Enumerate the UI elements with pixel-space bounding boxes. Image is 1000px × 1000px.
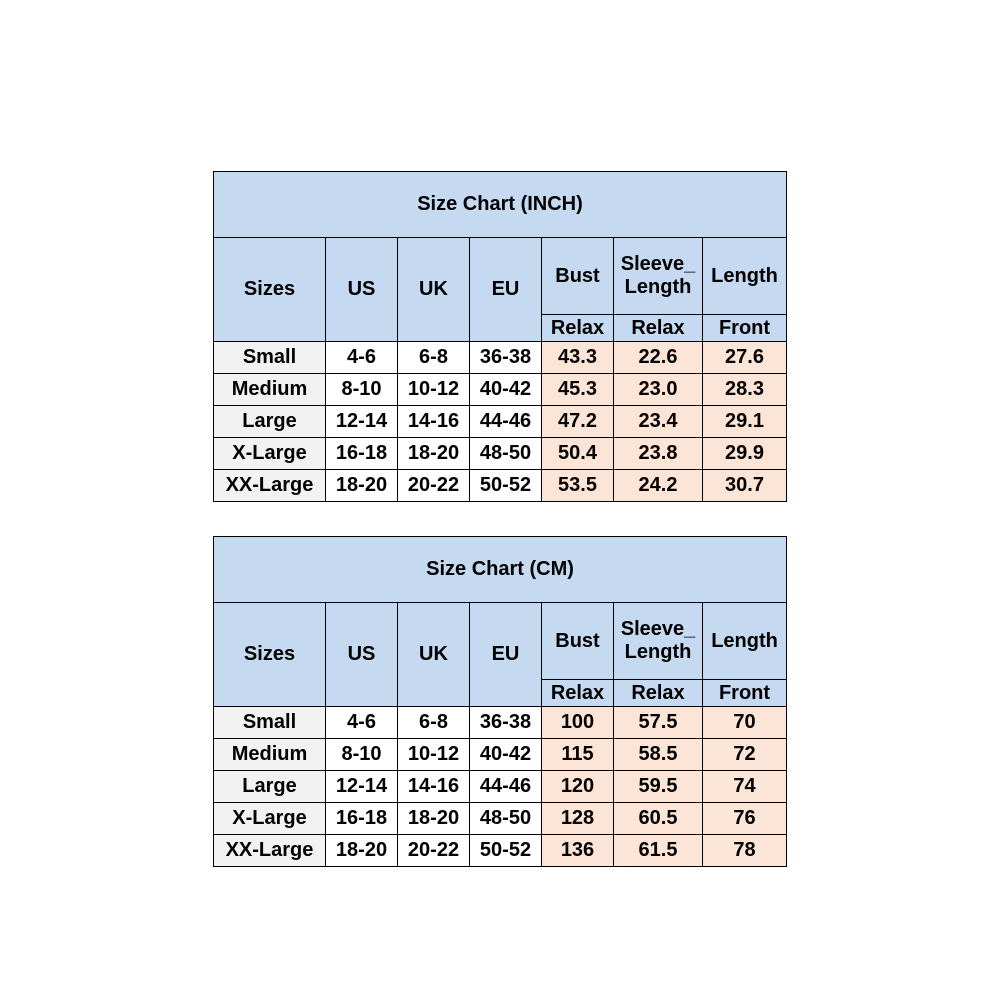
header-us: US xyxy=(326,603,398,707)
table-row xyxy=(214,438,787,470)
size-chart-inch-table xyxy=(213,171,787,502)
table-row xyxy=(214,739,787,771)
subheader-bust: Relax xyxy=(542,315,614,342)
length-cell: 29.1 xyxy=(703,406,787,438)
size-cell: Large xyxy=(214,406,326,438)
header-sleeve-line2: Length xyxy=(624,641,692,663)
eu-cell: 50-52 xyxy=(470,470,542,502)
header-sleeve-line1: Sleeve_ xyxy=(620,618,696,640)
length-cell: 76 xyxy=(703,803,787,835)
sleeve-cell: 58.5 xyxy=(614,739,703,771)
us-cell: 8-10 xyxy=(326,374,398,406)
length-cell: 72 xyxy=(703,739,787,771)
header-sizes: Sizes xyxy=(214,603,326,707)
table-title: Size Chart (CM) xyxy=(214,537,787,603)
bust-cell: 47.2 xyxy=(542,406,614,438)
sleeve-cell: 23.0 xyxy=(614,374,703,406)
header-bust: Bust xyxy=(542,603,614,680)
header-sleeve-line2: Length xyxy=(624,276,692,298)
us-cell: 8-10 xyxy=(326,739,398,771)
bust-cell: 128 xyxy=(542,803,614,835)
subheader-bust: Relax xyxy=(542,680,614,707)
bust-cell: 120 xyxy=(542,771,614,803)
header-length: Length xyxy=(703,603,787,680)
table-row xyxy=(214,342,787,374)
bust-cell: 50.4 xyxy=(542,438,614,470)
size-cell: X-Large xyxy=(214,438,326,470)
length-cell: 74 xyxy=(703,771,787,803)
eu-cell: 48-50 xyxy=(470,803,542,835)
header-length: Length xyxy=(703,238,787,315)
bust-cell: 100 xyxy=(542,707,614,739)
us-cell: 16-18 xyxy=(326,803,398,835)
us-cell: 4-6 xyxy=(326,707,398,739)
size-cell: Large xyxy=(214,771,326,803)
table-row xyxy=(214,374,787,406)
size-cell: XX-Large xyxy=(214,470,326,502)
length-cell: 29.9 xyxy=(703,438,787,470)
length-cell: 30.7 xyxy=(703,470,787,502)
uk-cell: 10-12 xyxy=(398,374,470,406)
us-cell: 18-20 xyxy=(326,835,398,867)
header-eu: EU xyxy=(470,238,542,342)
eu-cell: 36-38 xyxy=(470,707,542,739)
table-title: Size Chart (INCH) xyxy=(214,172,787,238)
size-cell: Medium xyxy=(214,374,326,406)
length-cell: 27.6 xyxy=(703,342,787,374)
subheader-length: Front xyxy=(703,680,787,707)
uk-cell: 18-20 xyxy=(398,438,470,470)
uk-cell: 14-16 xyxy=(398,406,470,438)
table-row xyxy=(214,707,787,739)
bust-cell: 45.3 xyxy=(542,374,614,406)
eu-cell: 48-50 xyxy=(470,438,542,470)
eu-cell: 40-42 xyxy=(470,739,542,771)
uk-cell: 6-8 xyxy=(398,342,470,374)
bust-cell: 53.5 xyxy=(542,470,614,502)
subheader-sleeve: Relax xyxy=(614,680,703,707)
size-cell: X-Large xyxy=(214,803,326,835)
us-cell: 16-18 xyxy=(326,438,398,470)
subheader-sleeve: Relax xyxy=(614,315,703,342)
size-cell: Small xyxy=(214,707,326,739)
header-sizes: Sizes xyxy=(214,238,326,342)
table-row xyxy=(214,406,787,438)
us-cell: 12-14 xyxy=(326,771,398,803)
size-chart-cm-table xyxy=(213,536,787,867)
header-uk: UK xyxy=(398,603,470,707)
uk-cell: 20-22 xyxy=(398,470,470,502)
eu-cell: 50-52 xyxy=(470,835,542,867)
sleeve-cell: 57.5 xyxy=(614,707,703,739)
uk-cell: 14-16 xyxy=(398,771,470,803)
sleeve-cell: 23.4 xyxy=(614,406,703,438)
sleeve-cell: 59.5 xyxy=(614,771,703,803)
eu-cell: 44-46 xyxy=(470,406,542,438)
size-cell: XX-Large xyxy=(214,835,326,867)
header-sleeve-length xyxy=(614,603,703,680)
eu-cell: 36-38 xyxy=(470,342,542,374)
uk-cell: 10-12 xyxy=(398,739,470,771)
uk-cell: 18-20 xyxy=(398,803,470,835)
uk-cell: 20-22 xyxy=(398,835,470,867)
length-cell: 28.3 xyxy=(703,374,787,406)
eu-cell: 44-46 xyxy=(470,771,542,803)
sleeve-cell: 61.5 xyxy=(614,835,703,867)
subheader-length: Front xyxy=(703,315,787,342)
us-cell: 4-6 xyxy=(326,342,398,374)
header-sleeve-length xyxy=(614,238,703,315)
header-sleeve-line1: Sleeve_ xyxy=(620,253,696,275)
sleeve-cell: 23.8 xyxy=(614,438,703,470)
bust-cell: 43.3 xyxy=(542,342,614,374)
size-cell: Medium xyxy=(214,739,326,771)
us-cell: 12-14 xyxy=(326,406,398,438)
sleeve-cell: 24.2 xyxy=(614,470,703,502)
table-row xyxy=(214,803,787,835)
table-row xyxy=(214,470,787,502)
header-eu: EU xyxy=(470,603,542,707)
table-row xyxy=(214,835,787,867)
bust-cell: 115 xyxy=(542,739,614,771)
sleeve-cell: 60.5 xyxy=(614,803,703,835)
uk-cell: 6-8 xyxy=(398,707,470,739)
size-cell: Small xyxy=(214,342,326,374)
header-bust: Bust xyxy=(542,238,614,315)
length-cell: 70 xyxy=(703,707,787,739)
us-cell: 18-20 xyxy=(326,470,398,502)
header-us: US xyxy=(326,238,398,342)
bust-cell: 136 xyxy=(542,835,614,867)
table-row xyxy=(214,771,787,803)
sleeve-cell: 22.6 xyxy=(614,342,703,374)
header-uk: UK xyxy=(398,238,470,342)
length-cell: 78 xyxy=(703,835,787,867)
eu-cell: 40-42 xyxy=(470,374,542,406)
